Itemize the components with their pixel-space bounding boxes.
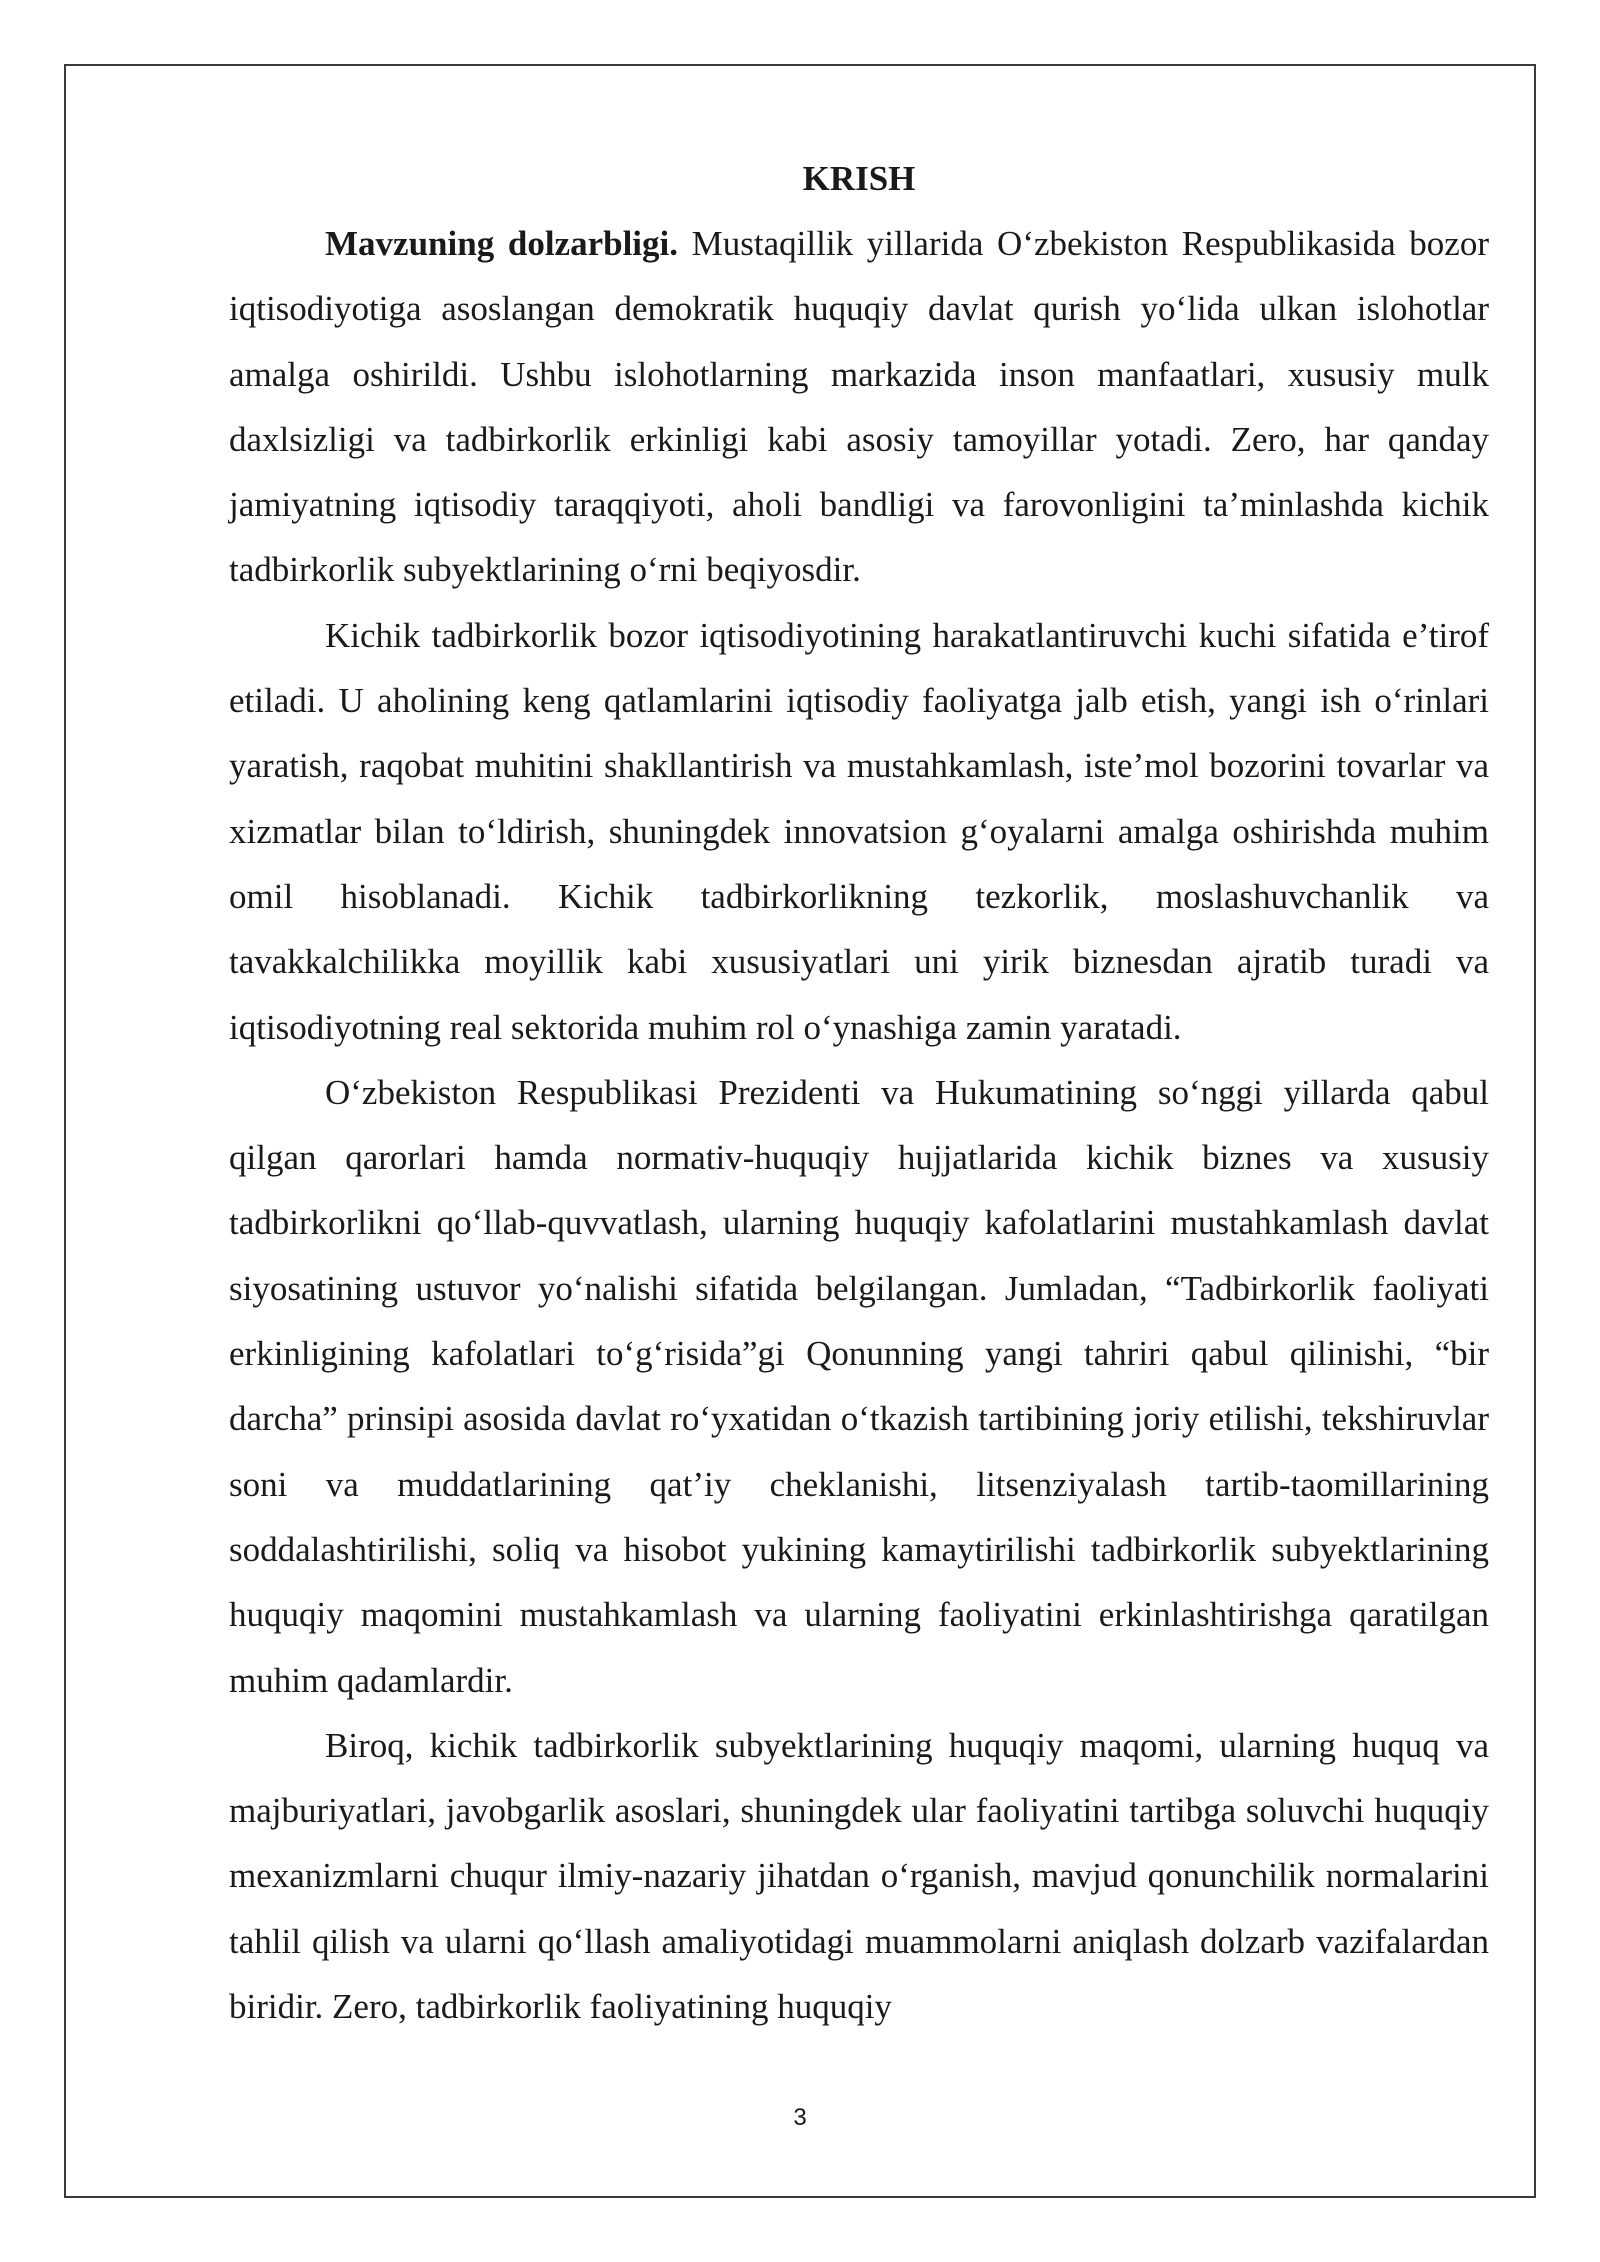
- intro-paragraph: [229, 211, 1489, 603]
- page-title: KRISH: [802, 159, 916, 198]
- paragraph-3: Biroq, kichik tadbirkorlik subyektlarining huquqiy maqomi, ularning huquq va majburiyatlari, javobgarlik asoslari, shuningdek ular faoliyatini tartibga soluvchi huquqiy mexanizmlarni chuqur ilmiy-nazariy jihatdan o‘rganish, mavjud qonunchilik normalarini tahlil qilish va ularni qo‘llash amaliyotidagi muammolarni aniqlash dolzarb vazifalardan biridir. Zero, tadbirkorlik faoliyatining huquqiy: [229, 1725, 1489, 2027]
- paragraph-2: O‘zbekiston Respublikasi Prezidenti va Hukumatining so‘nggi yillarda qabul qilgan qarorlari hamda normativ-huquqiy hujjatlarida kichik biznes va xususiy tadbirkorlikni qo‘llab-quvvatlash, ularning huquqiy kafolatlarini mustahkamlash davlat siyosatining ustuvor yo‘nalishi sifatida belgilangan. Jumladan, “Tadbirkorlik faoliyati erkinligining kafolatlari to‘g‘risida”gi Qonunning yangi tahriri qabul qilinishi, “bir darcha” prinsipi asosida davlat ro‘yxatidan o‘tkazish tartibining joriy etilishi, tekshiruvlar soni va muddatlarining qat’iy cheklanishi, litsenziyalash tartib-taomillarining soddalashtirilishi, soliq va hisobot yukining kamaytirilishi tadbirkorlik subyektlarining huquqiy maqomini mustahkamlash va ularning faoliyatini erkinlashtirishga qaratilgan muhim qadamlardir.: [229, 1072, 1489, 1700]
- paragraph-1: Kichik tadbirkorlik bozor iqtisodiyotining harakatlantiruvchi kuchi sifatida e’tirof etiladi. U aholining keng qatlamlarini iqtisodiy faoliyatga jalb etish, yangi ish o‘rinlari yaratish, raqobat muhitini shakllantirish va mustahkamlash, iste’mol bozorini tovarlar va xizmatlar bilan to‘ldirish, shuningdek innovatsion g‘oyalarni amalga oshirishda muhim omil hisoblanadi. Kichik tadbirkorlikning tezkorlik, moslashuvchanlik va tavakkalchilikka moyillik kabi xususiyatlari uni yirik biznesdan ajratib turadi va iqtisodiyotning real sektorida muhim rol o‘ynashiga zamin yaratadi.: [229, 615, 1489, 1047]
- page-number: 3: [793, 2104, 807, 2131]
- intro-text: Mustaqillik yillarida O‘zbekiston Respublikasida bozor iqtisodiyotiga asoslangan demokratik huquqiy davlat qurish yo‘lida ulkan islohotlar amalga oshirildi. Ushbu islohotlarning markazida inson manfaatlari, xususiy mulk daxlsizligi va tadbirkorlik erkinligi kabi asosiy tamoyillar yotadi. Zero, har qanday jamiyatning iqtisodiy taraqqiyoti, aholi bandligi va farovonligini ta’minlashda kichik tadbirkorlik subyektlarining o‘rni beqiyosdir.: [229, 224, 1490, 590]
- intro-lead: Mavzuning dolzarbligi.: [325, 224, 679, 263]
- document-body: [229, 146, 1489, 2039]
